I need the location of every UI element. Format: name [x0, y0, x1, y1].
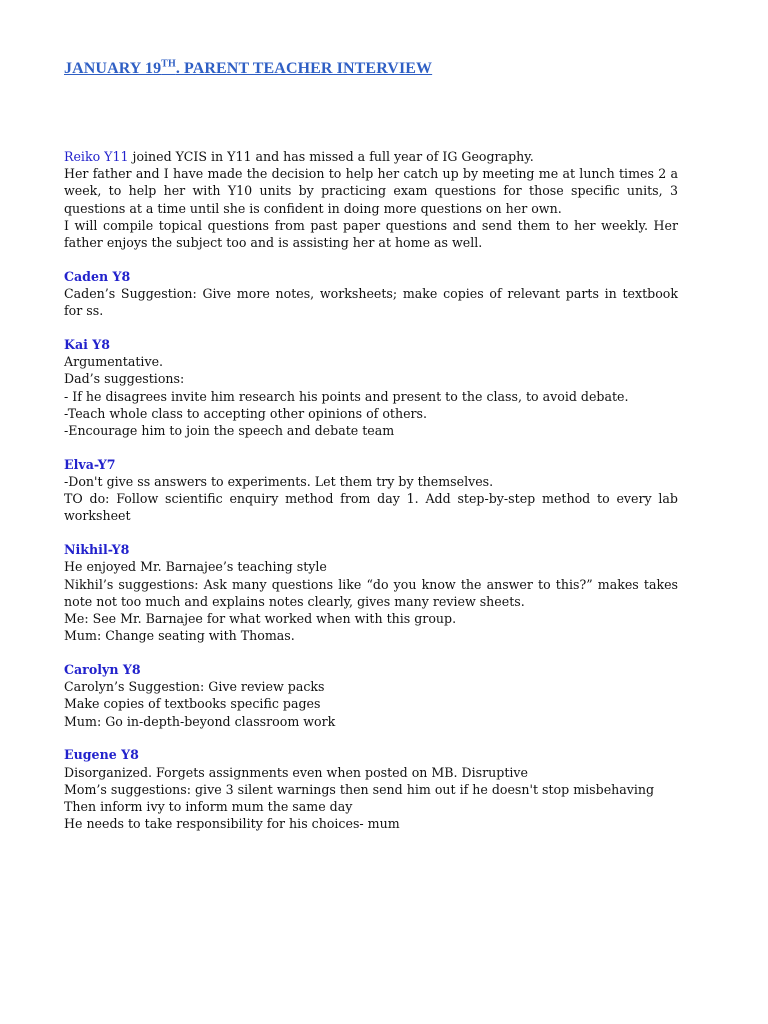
entry-line: Carolyn’s Suggestion: Give review packs: [64, 679, 325, 695]
student-name: Caden Y8: [64, 268, 131, 284]
entry-line: Argumentative.: [64, 354, 164, 370]
title-main: JANUARY 19: [64, 60, 162, 77]
entry-eugene: [64, 746, 678, 832]
interview-notes: [64, 148, 678, 849]
entry-line: Then inform ivy to inform mum the same day: [64, 799, 353, 815]
entry-line: Disorganized. Forgets assignments even when posted on MB. Disruptive: [64, 764, 528, 780]
entry-text: joined YCIS in Y11 and has missed a full year of IG Geography.: [128, 149, 534, 164]
entry-line: -Don't give ss answers to experiments. Let them try by themselves.: [64, 474, 494, 490]
entry-line: [64, 148, 678, 165]
student-name: Reiko Y11: [64, 149, 129, 164]
entry-line: Caden’s Suggestion: Give more notes, worksheets; make copies of relevant parts in textbook for ss.: [64, 286, 678, 319]
entry-line: -Teach whole class to accepting other opinions of others.: [64, 405, 428, 421]
entry-line: Make copies of textbooks specific pages: [64, 696, 321, 712]
entry-line: -Encourage him to join the speech and debate team: [64, 423, 395, 439]
entry-kai: [64, 336, 678, 439]
entry-carolyn: [64, 661, 678, 730]
document-title: [64, 60, 432, 78]
entry-line: TO do: Follow scientific enquiry method from day 1. Add step-by-step method to every lab worksheet: [64, 491, 678, 524]
student-name: Nikhil-Y8: [64, 542, 130, 558]
entry-line: Me: See Mr. Barnajee for what worked when with this group.: [64, 611, 457, 627]
entry-line: I will compile topical questions from past paper questions and send them to her weekly. Her father enjoys the subject too and is assisting her at home as well.: [64, 217, 678, 251]
entry-line: He needs to take responsibility for his choices- mum: [64, 816, 400, 832]
entry-line: Her father and I have made the decision to help her catch up by meeting me at lunch times 2 a week, to help her with Y10 units by practicing exam questions for those specific units, 3 questions at a time until she is confident in doing more questions on her own.: [64, 166, 678, 216]
entry-line: Dad’s suggestions:: [64, 371, 185, 387]
entry-line: He enjoyed Mr. Barnajee’s teaching style: [64, 559, 327, 575]
entry-line: Mum: Go in-depth-beyond classroom work: [64, 713, 336, 729]
title-rest: . PARENT TEACHER INTERVIEW: [175, 60, 433, 77]
entry-line: - If he disagrees invite him research his points and present to the class, to avoid debate.: [64, 388, 629, 404]
student-name: Eugene Y8: [64, 747, 139, 763]
student-name: Kai Y8: [64, 337, 111, 353]
entry-reiko: [64, 148, 678, 251]
entry-line: Mum: Change seating with Thomas.: [64, 628, 295, 644]
entry-caden: [64, 268, 678, 320]
student-name: Carolyn Y8: [64, 662, 141, 678]
entry-nikhil: [64, 541, 678, 644]
title-superscript: TH: [161, 58, 176, 70]
entry-elva: [64, 456, 678, 525]
entry-line: Nikhil’s suggestions: Ask many questions like “do you know the answer to this?” makes takes note not too much and explains notes clearly, gives many review sheets.: [64, 576, 678, 609]
entry-line: Mom’s suggestions: give 3 silent warnings then send him out if he doesn't stop misbehaving: [64, 781, 655, 797]
student-name: Elva-Y7: [64, 456, 116, 472]
